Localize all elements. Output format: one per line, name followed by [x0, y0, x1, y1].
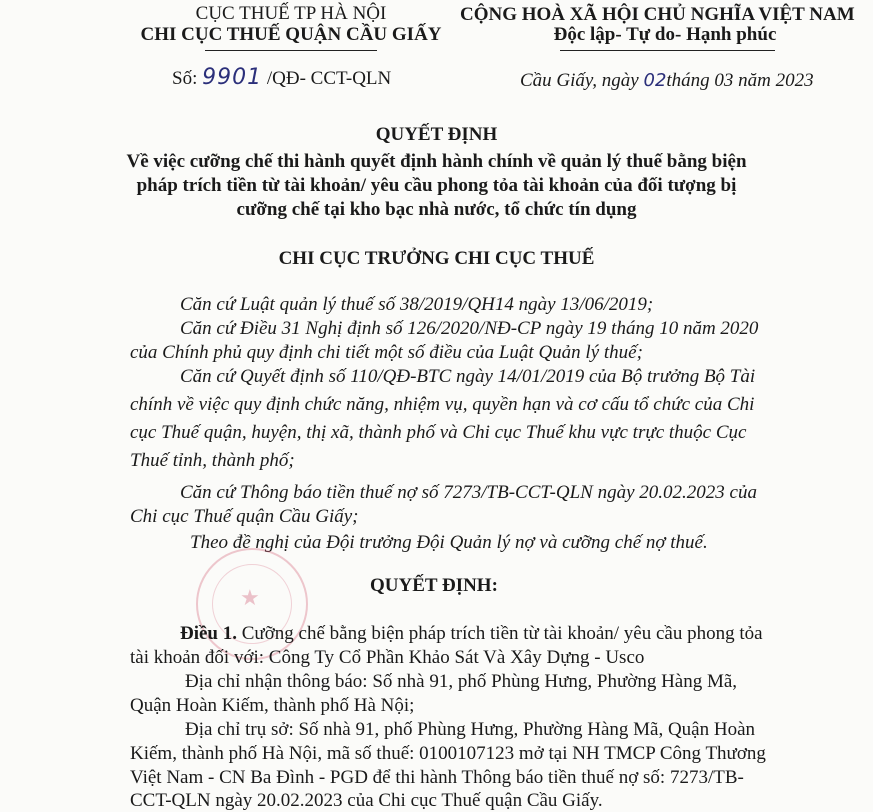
stamp-star-icon: ★: [240, 586, 260, 611]
country-name: CỘNG HOÀ XÃ HỘI CHỦ NGHĨA VIỆT NAM: [460, 4, 855, 25]
header-left-underline: [205, 50, 377, 51]
header-right-underline: [560, 50, 775, 51]
number-suffix: /QĐ- CCT-QLN: [266, 68, 392, 89]
subtitle-line: Về việc cưỡng chế thi hành quyết định hành chính về quản lý thuế bằng biện: [126, 151, 747, 172]
number-prefix: Số:: [172, 68, 198, 89]
article-1-text: Cưỡng chế bằng biện pháp trích tiền từ tài khoản/ yêu cầu phong tỏa: [241, 623, 763, 644]
basis-line: của Chính phủ quy định chi tiết một số điều của Luật Quản lý thuế;: [130, 342, 643, 363]
article-1-line: tài khoản đối với: Công Ty Cổ Phần Khảo Sát Và Xây Dựng - Usco: [130, 647, 645, 668]
basis-line: Căn cứ Thông báo tiền thuế nợ số 7273/TB-CCT-QLN ngày 20.02.2023 của: [180, 482, 757, 503]
decision-heading: QUYẾT ĐỊNH:: [370, 575, 498, 596]
article-1-label: Điều 1.: [180, 623, 237, 644]
article-1-line: Địa chỉ nhận thông báo: Số nhà 91, phố Phùng Hưng, Phường Hàng Mã,: [185, 671, 738, 692]
basis-line: chính về việc quy định chức năng, nhiệm vụ, quyền hạn và cơ cấu tổ chức của Chi: [130, 394, 755, 415]
article-1-line: Việt Nam - CN Ba Đình - PGD để thi hành Thông báo tiền thuế nợ số: 7273/TB-: [130, 767, 744, 788]
handwritten-day: 02: [643, 70, 667, 91]
basis-line: Theo đề nghị của Đội trưởng Đội Quản lý nợ và cưỡng chế nợ thuế.: [190, 532, 708, 553]
basis-line: Căn cứ Điều 31 Nghị định số 126/2020/NĐ-CP ngày 19 tháng 10 năm 2020: [180, 318, 759, 339]
article-1-line: Quận Hoàn Kiếm, thành phố Hà Nội;: [130, 695, 415, 716]
issue-date: [520, 70, 814, 92]
basis-line: Chi cục Thuế quận Cầu Giấy;: [130, 506, 359, 527]
issuing-office: CHI CỤC THUẾ QUẬN CẦU GIẤY: [140, 24, 442, 45]
document-number: [172, 65, 391, 90]
subtitle-line: cưỡng chế tại kho bạc nhà nước, tổ chức tín dụng: [236, 199, 637, 220]
basis-line: Thuế tỉnh, thành phố;: [130, 450, 295, 471]
authority-title: CHI CỤC TRƯỞNG CHI CỤC THUẾ: [278, 248, 595, 269]
date-prefix: Cầu Giấy, ngày: [520, 70, 639, 91]
article-1-line: Kiếm, thành phố Hà Nội, mã số thuế: 0100107123 mở tại NH TMCP Công Thương: [130, 743, 766, 764]
national-motto: Độc lập- Tự do- Hạnh phúc: [553, 24, 777, 45]
article-1-line: Địa chỉ trụ sở: Số nhà 91, phố Phùng Hưng, Phường Hàng Mã, Quận Hoàn: [185, 719, 756, 740]
article-1-line: CCT-QLN ngày 20.02.2023 của Chi cục Thuế quận Cầu Giấy.: [130, 790, 603, 811]
document-title: QUYẾT ĐỊNH: [375, 124, 498, 145]
basis-line: Căn cứ Luật quản lý thuế số 38/2019/QH14 ngày 13/06/2019;: [180, 294, 654, 315]
subtitle-line: pháp trích tiền từ tài khoản/ yêu cầu phong tỏa tài khoản của đối tượng bị: [136, 175, 737, 196]
article-1-first-line: [180, 623, 763, 645]
basis-line: cục Thuế quận, huyện, thị xã, thành phố và Chi cục Thuế khu vực trực thuộc Cục: [130, 422, 747, 443]
date-suffix: tháng 03 năm 2023: [666, 70, 814, 91]
basis-line: Căn cứ Quyết định số 110/QĐ-BTC ngày 14/01/2019 của Bộ trưởng Bộ Tài: [180, 366, 756, 387]
handwritten-number: 9901: [202, 65, 263, 90]
issuing-agency: CỤC THUẾ TP HÀ NỘI: [195, 3, 387, 24]
